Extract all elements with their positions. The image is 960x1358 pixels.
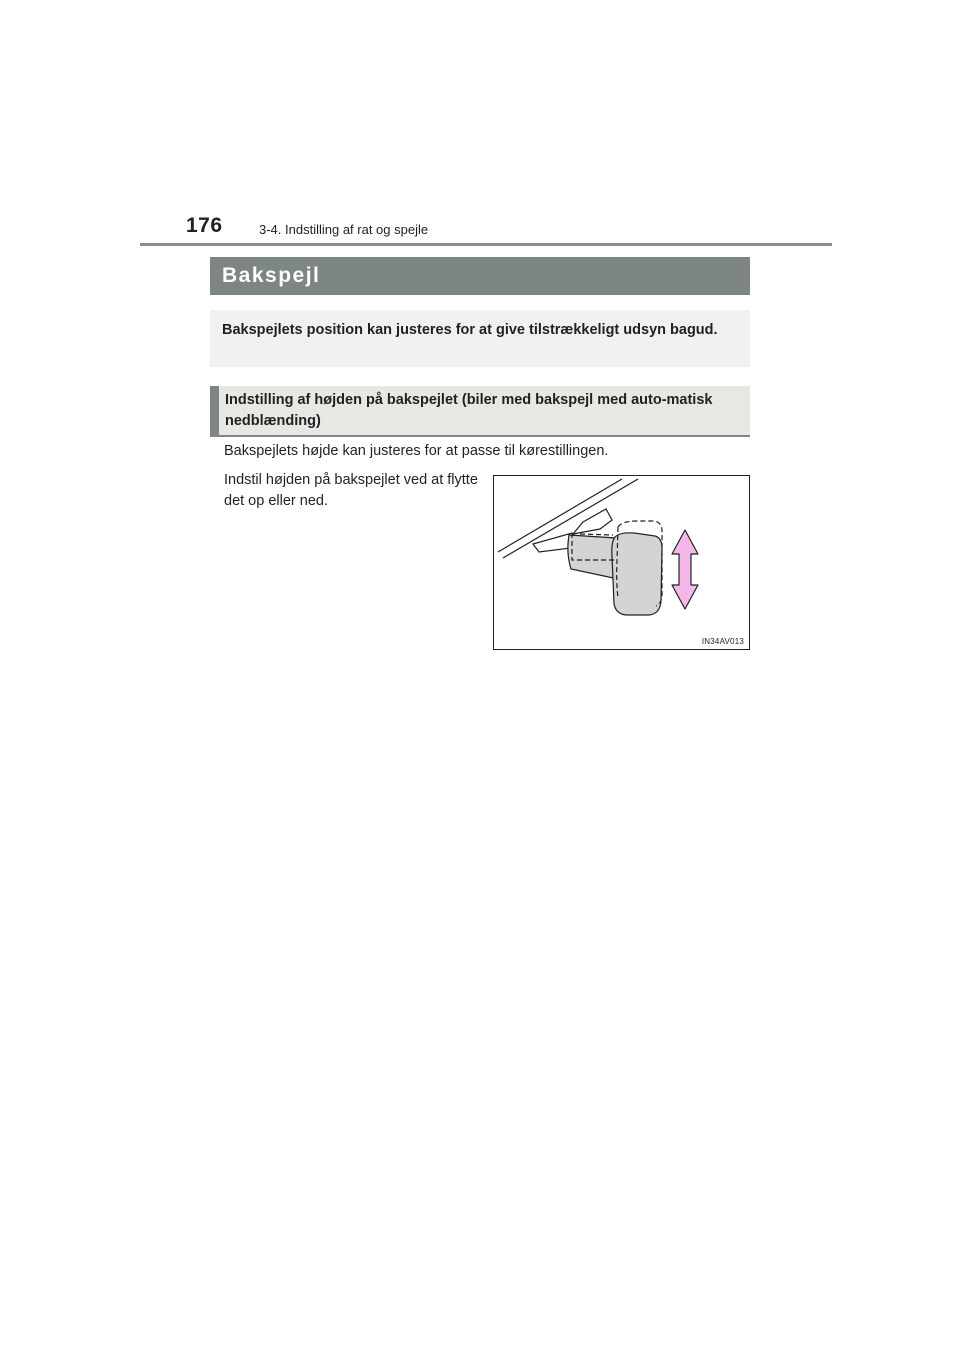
raised-position-outline-top — [580, 534, 613, 535]
subheading: Indstilling af højden på bakspejlet (biler med bakspejl med auto-matisk nedblænding) — [210, 386, 750, 437]
section-title-bar — [210, 257, 750, 295]
up-down-arrow-icon — [672, 530, 698, 609]
section-label: 3-4. Indstilling af rat og spejle — [259, 222, 429, 237]
body-text-line: Bakspejlets højde kan justeres for at passe til kørestillingen. — [224, 443, 609, 459]
figure-code: IN34AV013 — [701, 637, 744, 646]
body-paragraph: Indstil højden på bakspejlet ved at flytte det op eller ned. — [224, 472, 478, 509]
page-number: 176 — [186, 214, 223, 237]
section-title: Bakspejl — [222, 264, 321, 287]
mirror-back-housing — [568, 535, 618, 579]
mirror-drawing — [494, 476, 749, 649]
header-rule — [140, 243, 832, 246]
intro-box: Bakspejlets position kan justeres for at give tilstrækkeligt udsyn bagud. — [210, 310, 750, 367]
mirror-illustration — [493, 475, 750, 650]
mirror-head — [612, 533, 662, 615]
mount-bracket — [573, 509, 612, 534]
